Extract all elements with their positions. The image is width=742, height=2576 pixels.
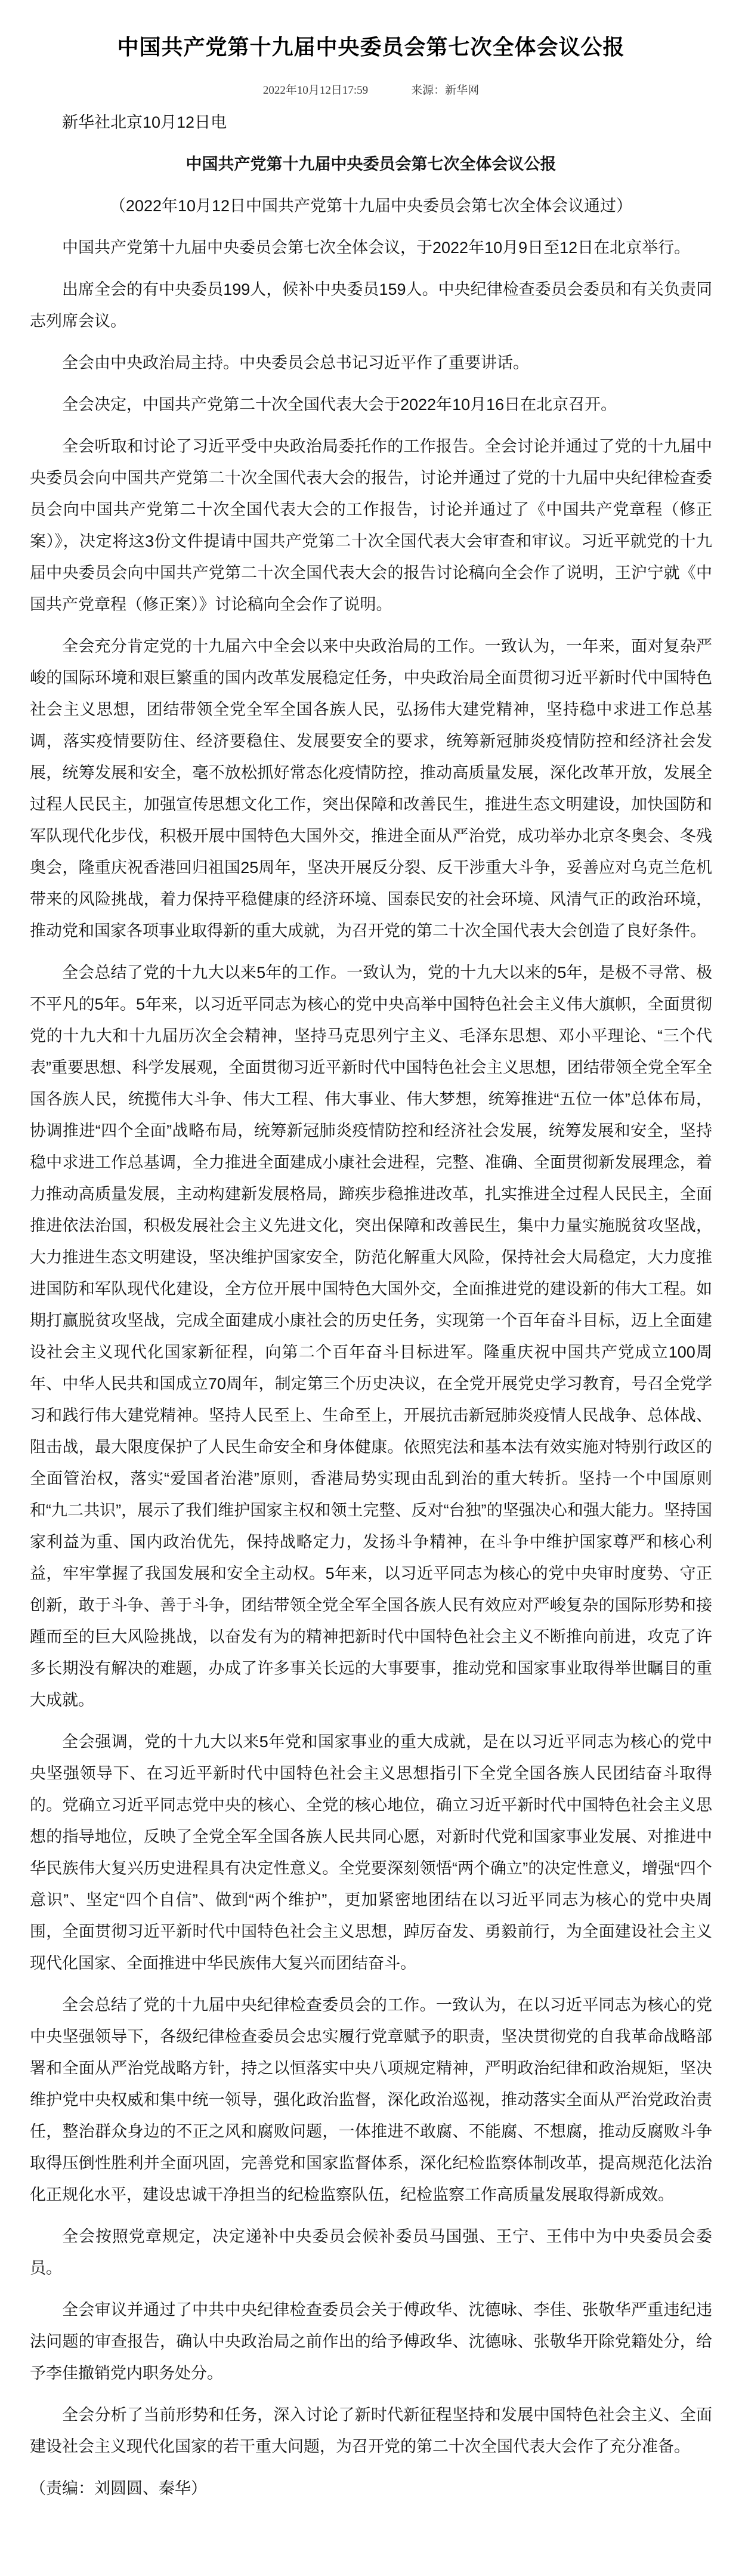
article-paragraph: 全会按照党章规定，决定递补中央委员会候补委员马国强、王宁、王伟中为中央委员会委员。 [30, 2228, 712, 2277]
article-paragraph: 全会决定，中国共产党第二十次全国代表大会于2022年10月16日在北京召开。 [62, 396, 617, 414]
article-paragraph: 全会强调，党的十九大以来5年党和国家事业的重大成就，是在以习近平同志为核心的党中央坚强领导下、在习近平新时代中国特色社会主义思想指引下全党全国各族人民团结奋斗取得的。党确立习近平同志党中央的核心、全党的核心地位，确立习近平新时代中国特色社会主义思想的指导地位，反映了全党全军全国各族人民共同心愿，对新时代党和国家事业发展、对推进中华民族伟大复兴历史进程具有决定性意义。全党要深刻领悟“两个确立”的决定性意义，增强“四个意识”、坚定“四个自信”、做到“两个维护”，更加紧密地团结在以习近平同志为核心的党中央周围，全面贯彻习近平新时代中国特色社会主义思想，踔厉奋发、勇毅前行，为全面建设社会主义现代化国家、全面推进中华民族伟大复兴而团结奋斗。 [30, 1733, 712, 1972]
adoption-note: （2022年10月12日中国共产党第十九届中央委员会第七次全体会议通过） [109, 197, 633, 215]
editor-note: （责编：刘圆圆、秦华） [30, 2479, 207, 2497]
source-label: 来源： [411, 84, 446, 97]
article-paragraph: 中国共产党第十九届中央委员会第七次全体会议，于2022年10月9日至12日在北京举行。 [62, 239, 691, 257]
article-paragraph: 全会分析了当前形势和任务，深入讨论了新时代新征程坚持和发展中国特色社会主义、全面建设社会主义现代化国家的若干重大问题，为召开党的第二十次全国代表大会作了充分准备。 [30, 2406, 712, 2455]
article-paragraph: 全会充分肯定党的十九届六中全会以来中央政治局的工作。一致认为，一年来，面对复杂严峻的国际环境和艰巨繁重的国内改革发展稳定任务，中央政治局全面贯彻习近平新时代中国特色社会主义思想，团结带领全党全军全国各族人民，弘扬伟大建党精神，坚持稳中求进工作总基调，落实疫情要防住、经济要稳住、发展要安全的要求，统筹新冠肺炎疫情防控和经济社会发展，统筹发展和安全，毫不放松抓好常态化疫情防控，推动高质量发展，深化改革开放，发展全过程人民民主，加强宣传思想文化工作，突出保障和改善民生，推进生态文明建设，加快国防和军队现代化步伐，积极开展中国特色大国外交，推进全面从严治党，成功举办北京冬奥会、冬残奥会，隆重庆祝香港回归祖国25周年，坚决开展反分裂、反干涉重大斗争，妥善应对乌克兰危机带来的风险挑战，着力保持平稳健康的经济环境、国泰民安的社会环境、风清气正的政治环境，推动党和国家各项事业取得新的重大成就，为召开党的第二十次全国代表大会创造了良好条件。 [30, 637, 712, 940]
dateline: 新华社北京10月12日电 [62, 113, 227, 131]
source-name: 新华网 [445, 84, 480, 97]
article-paragraph: 全会审议并通过了中共中央纪律检查委员会关于傅政华、沈德咏、李佳、张敬华严重违纪违法问题的审查报告，确认中央政治局之前作出的给予傅政华、沈德咏、张敬华开除党籍处分，给予李佳撤销党内职务处分。 [30, 2301, 712, 2382]
publish-datetime: 2022年10月12日17:59 [262, 84, 369, 97]
article-paragraph: 全会总结了党的十九届中央纪律检查委员会的工作。一致认为，在以习近平同志为核心的党中央坚强领导下，各级纪律检查委员会忠实履行党章赋予的职责，坚决贯彻党的自我革命战略部署和全面从严治党战略方针，持之以恒落实中央八项规定精神，严明政治纪律和政治规矩，坚决维护党中央权威和集中统一领导，强化政治监督，深化政治巡视，推动落实全面从严治党政治责任，整治群众身边的不正之风和腐败问题，一体推进不敢腐、不能腐、不想腐，推动反腐败斗争取得压倒性胜利并全面巩固，完善党和国家监督体系，深化纪检监察体制改革，提高规范化法治化正规化水平，建设忠诚干净担当的纪检监察队伍，纪检监察工作高质量发展取得新成效。 [30, 1996, 712, 2204]
document-title: 中国共产党第十九届中央委员会第七次全体会议公报 [186, 155, 556, 173]
article-paragraph: 出席全会的有中央委员199人，候补中央委员159人。中央纪律检查委员会委员和有关负责同志列席会议。 [30, 280, 712, 330]
page-title: 中国共产党第十九届中央委员会第七次全体会议公报 [117, 35, 625, 59]
article-paragraph: 全会听取和讨论了习近平受中央政治局委托作的工作报告。全会讨论并通过了党的十九届中央委员会向中国共产党第二十次全国代表大会的报告，讨论并通过了党的十九届中央纪律检查委员会向中国共产党第二十次全国代表大会的工作报告，讨论并通过了《中国共产党章程（修正案）》，决定将这3份文件提请中国共产党第二十次全国代表大会审查和审议。习近平就党的十九届中央委员会向中国共产党第二十次全国代表大会的报告讨论稿向全会作了说明，王沪宁就《中国共产党章程（修正案）》讨论稿向全会作了说明。 [30, 437, 712, 613]
article-meta [30, 83, 712, 98]
article-paragraph: 全会由中央政治局主持。中央委员会总书记习近平作了重要讲话。 [62, 354, 529, 372]
article-paragraph: 全会总结了党的十九大以来5年的工作。一致认为，党的十九大以来的5年，是极不寻常、极不平凡的5年。5年来，以习近平同志为核心的党中央高举中国特色社会主义伟大旗帜，全面贯彻党的十九大和十九届历次全会精神，坚持马克思列宁主义、毛泽东思想、邓小平理论、“三个代表”重要思想、科学发展观，全面贯彻习近平新时代中国特色社会主义思想，团结带领全党全军全国各族人民，统揽伟大斗争、伟大工程、伟大事业、伟大梦想，统筹推进“五位一体”总体布局，协调推进“四个全面”战略布局，统筹新冠肺炎疫情防控和经济社会发展，统筹发展和安全，坚持稳中求进工作总基调，全力推进全面建成小康社会进程，完整、准确、全面贯彻新发展理念，着力推动高质量发展，主动构建新发展格局，蹄疾步稳推进改革，扎实推进全过程人民民主，全面推进依法治国，积极发展社会主义先进文化，突出保障和改善民生，集中力量实施脱贫攻坚战，大力推进生态文明建设，坚决维护国家安全，防范化解重大风险，保持社会大局稳定，大力度推进国防和军队现代化建设，全方位开展中国特色大国外交，全面推进党的建设新的伟大工程。如期打赢脱贫攻坚战，完成全面建成小康社会的历史任务，实现第一个百年奋斗目标，迈上全面建设社会主义现代化国家新征程，向第二个百年奋斗目标进军。隆重庆祝中国共产党成立100周年、中华人民共和国成立70周年，制定第三个历史决议，在全党开展党史学习教育，号召全党学习和践行伟大建党精神。坚持人民至上、生命至上，开展抗击新冠肺炎疫情人民战争、总体战、阻击战，最大限度保护了人民生命安全和身体健康。依照宪法和基本法有效实施对特别行政区的全面管治权，落实“爱国者治港”原则，香港局势实现由乱到治的重大转折。坚持一个中国原则和“九二共识”，展示了我们维护国家主权和领土完整、反对“台独”的坚强决心和强大能力。坚持国家利益为重、国内政治优先，保持战略定力，发扬斗争精神，在斗争中维护国家尊严和核心利益，牢牢掌握了我国发展和安全主动权。5年来，以习近平同志为核心的党中央审时度势、守正创新，敢于斗争、善于斗争，团结带领全党全军全国各族人民有效应对严峻复杂的国际形势和接踵而至的巨大风险挑战，以奋发有为的精神把新时代中国特色社会主义不断推向前进，攻克了许多长期没有解决的难题，办成了许多事关长远的大事要事，推动党和国家事业取得举世瞩目的重大成就。 [30, 964, 712, 1709]
article-body [30, 107, 712, 2504]
